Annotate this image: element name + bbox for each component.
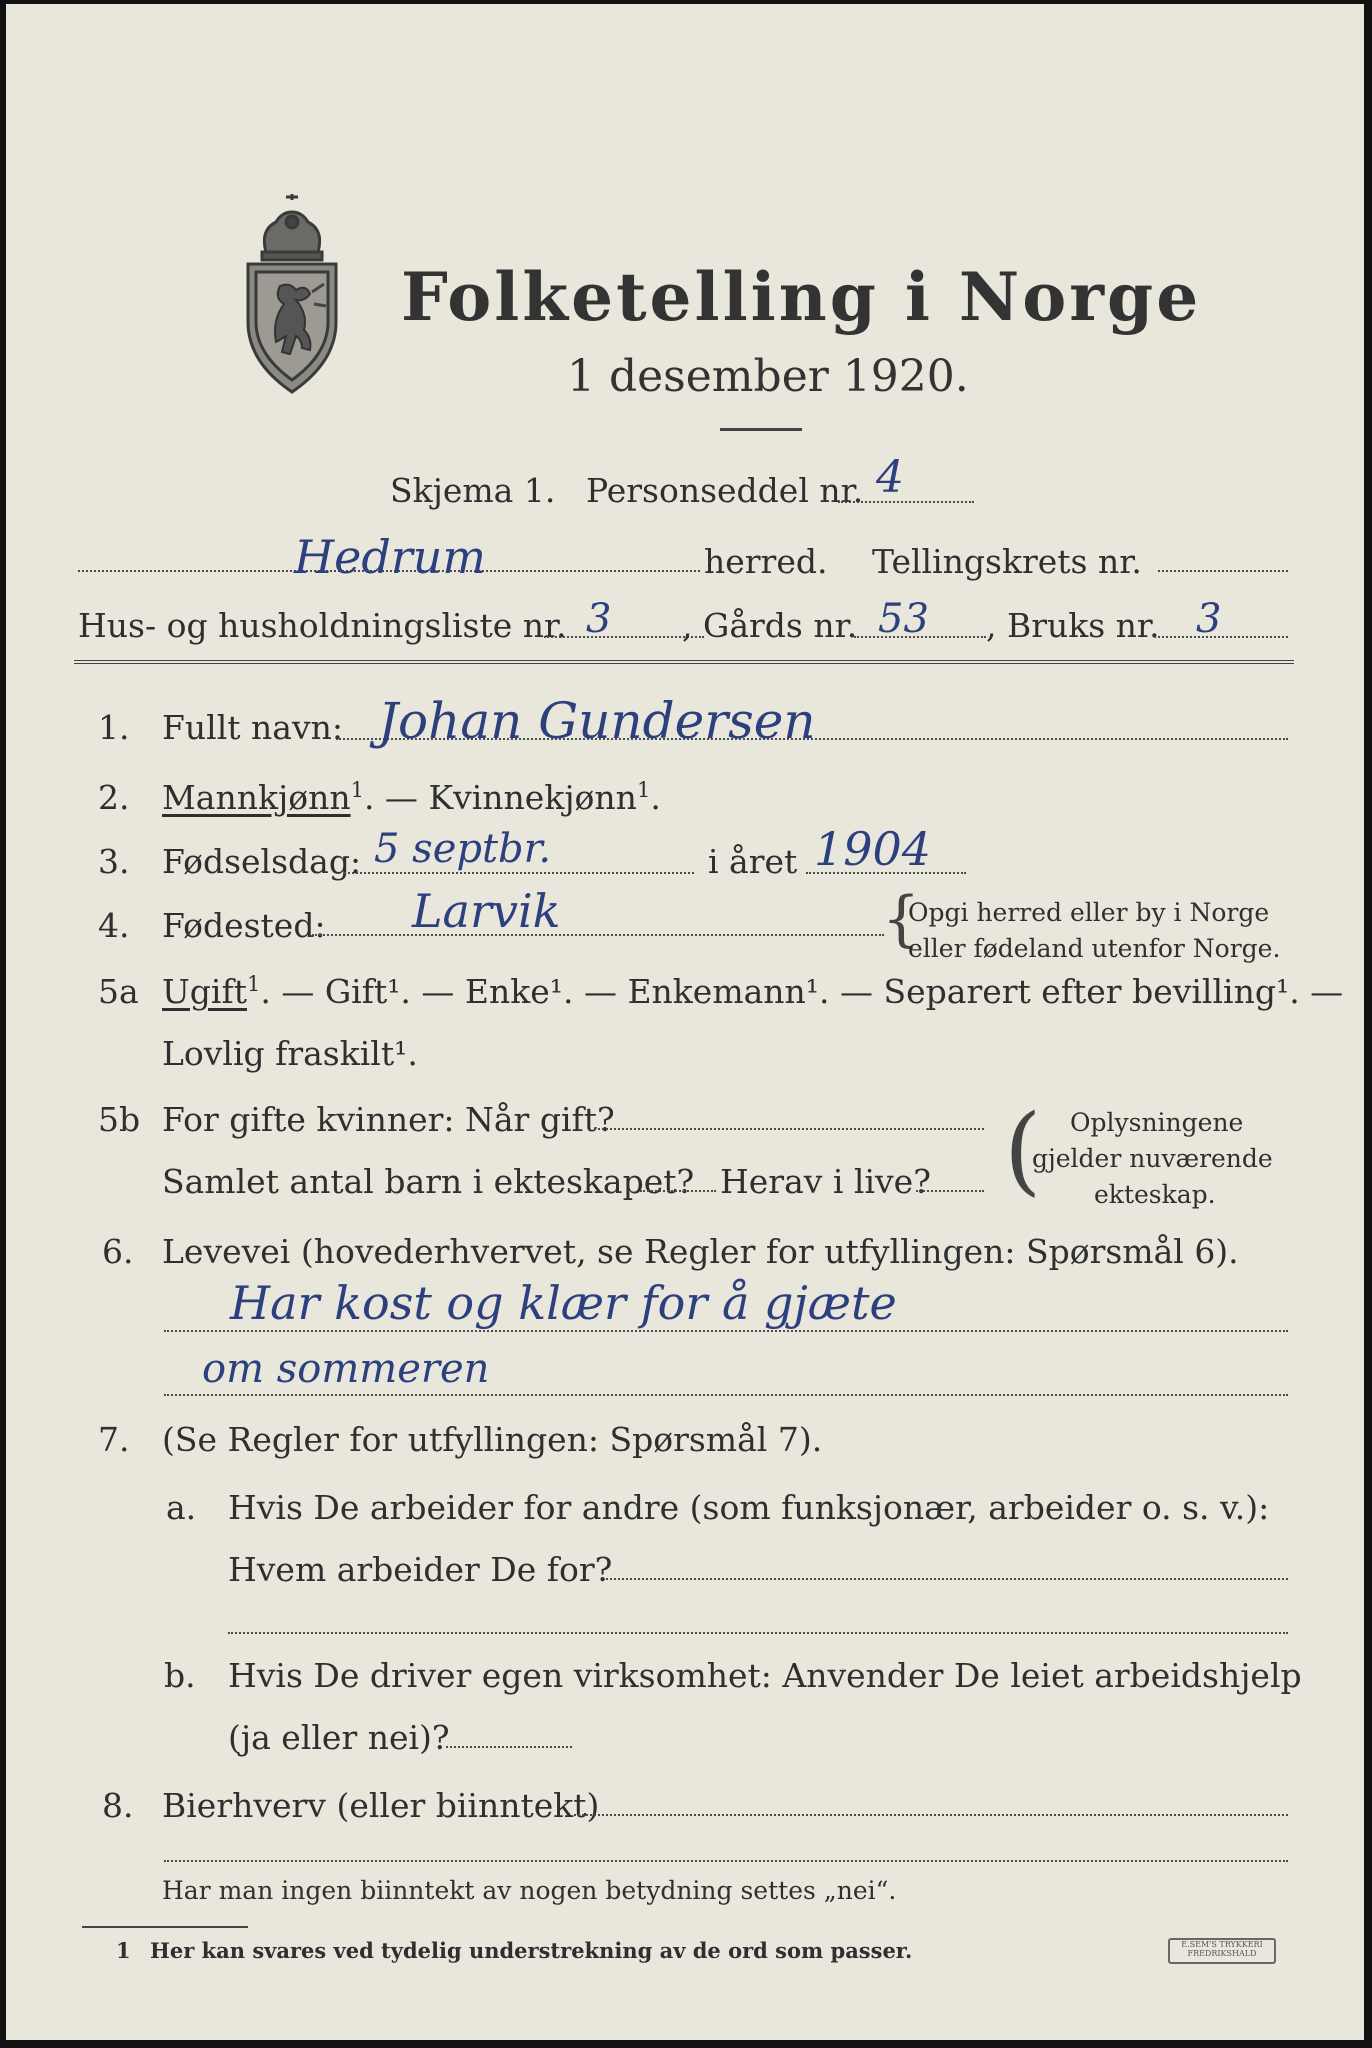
married-date-line bbox=[594, 1128, 984, 1130]
q4-label: Fødested: bbox=[162, 906, 326, 945]
gards-value[interactable]: 53 bbox=[878, 596, 929, 642]
q7a-text: Hvis De arbeider for andre (som funksjonær, arbeider o. s. v.): bbox=[228, 1488, 1270, 1527]
birthday-line bbox=[344, 872, 694, 874]
q4-note-line1: Opgi herred eller by i Norge bbox=[908, 898, 1270, 927]
skjema-label: Skjema 1. bbox=[390, 471, 556, 510]
birthday-value[interactable]: 5 septbr. bbox=[374, 826, 552, 872]
option-kvinnekjonn[interactable]: Kvinnekjønn bbox=[428, 778, 637, 817]
q7b-question: (ja eller nei)? bbox=[228, 1718, 450, 1757]
side-income-line-1 bbox=[574, 1814, 1288, 1816]
employer-line-1 bbox=[606, 1578, 1288, 1580]
occupation-value-line1[interactable]: Har kost og klær for å gjæte bbox=[230, 1276, 897, 1330]
employer-line-2 bbox=[228, 1632, 1288, 1634]
q8-number: 8. bbox=[102, 1786, 134, 1825]
hired-help-line bbox=[446, 1746, 572, 1748]
q2-number: 2. bbox=[98, 778, 130, 817]
q5b-alive-label: Herav i live? bbox=[720, 1162, 931, 1201]
q2-sex-options: Mannkjønn$^1$. — Kvinnekjønn$^1$. bbox=[162, 778, 661, 817]
bruks-value[interactable]: 3 bbox=[1196, 596, 1222, 642]
personseddel-label: Personseddel nr. bbox=[586, 471, 864, 510]
q5b-note-brace: ( bbox=[1004, 1094, 1042, 1206]
birthplace-value[interactable]: Larvik bbox=[412, 884, 561, 938]
bruks-label: , Bruks nr. bbox=[986, 606, 1160, 645]
herred-label: herred. bbox=[704, 542, 828, 581]
option-lovlig-fraskilt[interactable]: Lovlig fraskilt¹. bbox=[162, 1034, 418, 1073]
q4-note-line2: eller fødeland utenfor Norge. bbox=[908, 934, 1281, 963]
footnote-mark: 1 bbox=[116, 1938, 131, 1963]
husliste-line bbox=[544, 636, 704, 638]
census-date: 1 desember 1920. bbox=[567, 351, 969, 402]
q8-note: Har man ingen biinntekt av nogen betydning settes „nei“. bbox=[162, 1876, 897, 1905]
header-separator bbox=[74, 660, 1294, 664]
occupation-line-1 bbox=[164, 1330, 1288, 1332]
q5b-number: 5b bbox=[98, 1100, 141, 1139]
q3-label: Fødselsdag: bbox=[162, 842, 362, 881]
q4-number: 4. bbox=[98, 906, 130, 945]
q7b-text: Hvis De driver egen virksomhet: Anvender De leiet arbeidshjelp bbox=[228, 1656, 1302, 1695]
q3-number: 3. bbox=[98, 842, 130, 881]
printer-stamp: E.SEM'S TRYKKERI FREDRIKSHALD bbox=[1168, 1938, 1276, 1964]
option-others[interactable]: . — Gift¹. — Enke¹. — Enkemann¹. — Separert efter bevilling¹. — bbox=[260, 972, 1344, 1011]
birthplace-line bbox=[312, 934, 884, 936]
q7b-letter: b. bbox=[164, 1656, 196, 1695]
alive-line bbox=[916, 1190, 984, 1192]
footnote-text: Her kan svares ved tydelig understrekning av de ord som passer. bbox=[150, 1938, 913, 1963]
husliste-label: Hus- og husholdningsliste nr. bbox=[78, 606, 567, 645]
option-mannkjonn[interactable]: Mannkjønn bbox=[162, 778, 351, 817]
children-line bbox=[640, 1190, 716, 1192]
q5b-children-label: Samlet antal barn i ekteskapet? bbox=[162, 1162, 695, 1201]
husliste-value[interactable]: 3 bbox=[586, 596, 612, 642]
gards-label: , Gårds nr. bbox=[682, 606, 858, 645]
q5b-married-label: For gifte kvinner: Når gift? bbox=[162, 1100, 615, 1139]
occupation-value-line2[interactable]: om sommeren bbox=[202, 1346, 490, 1392]
q7a-letter: a. bbox=[166, 1488, 197, 1527]
occupation-line-2 bbox=[164, 1394, 1288, 1396]
title-divider bbox=[720, 428, 802, 431]
tellingskrets-line bbox=[1158, 570, 1288, 572]
option-ugift[interactable]: Ugift bbox=[162, 972, 247, 1011]
footnote-rule bbox=[82, 1926, 248, 1928]
q5b-note-line3: ekteskap. bbox=[1094, 1180, 1216, 1209]
year-label: i året bbox=[708, 842, 798, 881]
census-form-sheet bbox=[6, 4, 1364, 2040]
q1-number: 1. bbox=[98, 708, 130, 747]
q5a-number: 5a bbox=[98, 972, 139, 1011]
q4-note-brace: { bbox=[882, 884, 921, 954]
personseddel-line bbox=[838, 501, 974, 503]
personseddel-value[interactable]: 4 bbox=[876, 452, 904, 503]
birth-year-value[interactable]: 1904 bbox=[814, 822, 932, 876]
form-title: Folketelling i Norge bbox=[401, 258, 1202, 336]
q6-label: Levevei (hovederhvervet, se Regler for utfyllingen: Spørsmål 6). bbox=[162, 1232, 1239, 1271]
side-income-line-2 bbox=[164, 1860, 1288, 1862]
norwegian-lion-crest-icon bbox=[228, 192, 356, 397]
full-name-value[interactable]: Johan Gundersen bbox=[378, 692, 816, 750]
q5a-options: Ugift$^1$. — Gift¹. — Enke¹. — Enkemann¹. — Separert efter bevilling¹. — bbox=[162, 972, 1344, 1011]
q1-label: Fullt navn: bbox=[162, 708, 343, 747]
herred-value[interactable]: Hedrum bbox=[294, 530, 487, 584]
q8-label: Bierhverv (eller biinntekt) bbox=[162, 1786, 600, 1825]
q7-number: 7. bbox=[98, 1420, 130, 1459]
q7a-question: Hvem arbeider De for? bbox=[228, 1550, 613, 1589]
q5b-note-line1: Oplysningene bbox=[1070, 1108, 1244, 1137]
tellingskrets-label: Tellingskrets nr. bbox=[872, 542, 1142, 581]
q7-label: (Se Regler for utfyllingen: Spørsmål 7). bbox=[162, 1420, 823, 1459]
q6-number: 6. bbox=[102, 1232, 134, 1271]
q5b-note-line2: gjelder nuværende bbox=[1032, 1144, 1273, 1173]
